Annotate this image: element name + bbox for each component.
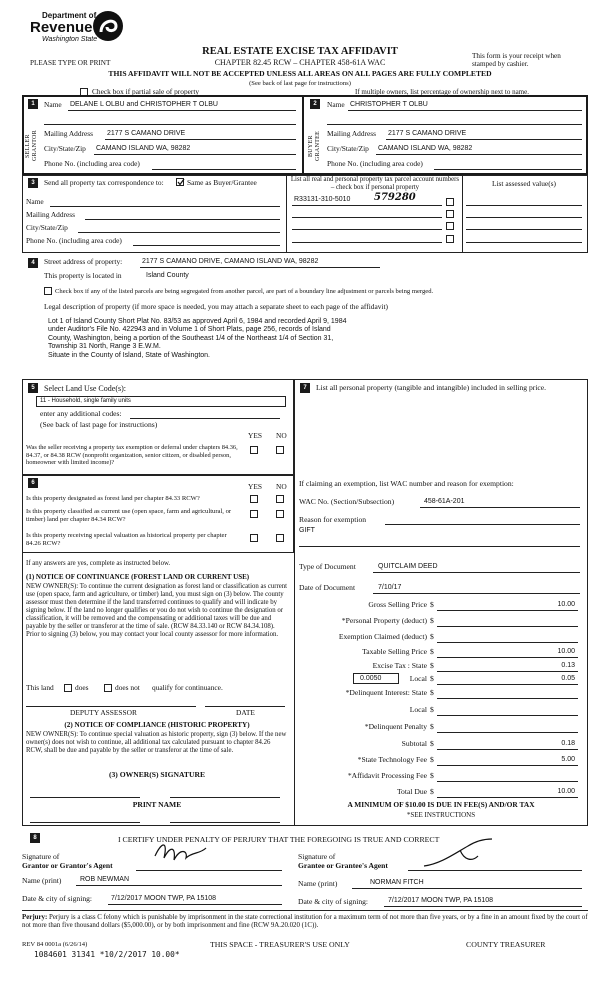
fee-dollar: $ [430,661,434,670]
sec6-yes-header: YES [248,482,262,491]
legal-line: under Auditor's File No. 422943 and in Volume 1 of Short Plats, page 256, records of Island [48,326,331,334]
minimum-due-note: A MINIMUM OF $10.00 IS DUE IN FEE(S) AND/OR TAX [347,800,535,809]
qualify-label: qualify for continuance. [152,683,223,692]
personal-property-checkbox-2[interactable] [446,210,454,218]
land-use-selected-value: 11 - Household, single family units [40,398,131,404]
fee-row-label: *Delinquent Penalty [364,722,427,731]
historical-yes-checkbox[interactable] [250,534,258,542]
grantee-signature-icon [420,836,500,870]
reason-label: Reason for exemption [299,515,367,524]
fee-row-label: *Personal Property (deduct) [341,616,427,625]
forest-no-checkbox[interactable] [276,495,284,503]
section-6-number: 6 [28,478,38,488]
current-use-no-checkbox[interactable] [276,510,284,518]
fee-row-label: Local [409,705,427,714]
perjury-label: Perjury: [22,914,48,921]
land-use-select[interactable] [36,396,286,407]
fee-row-label: Subtotal [401,739,427,748]
land-does-not-label: does not [115,683,140,692]
fee-dollar: $ [430,616,434,625]
land-does-not-checkbox[interactable] [104,684,112,692]
checkmark-icon [177,178,185,186]
treasurer-space-label: THIS SPACE - TREASURER'S USE ONLY [210,940,350,949]
current-use-yes-checkbox[interactable] [250,510,258,518]
parcel-handwritten-value: 579280 [374,192,416,203]
section-7-number: 7 [300,383,310,393]
land-does-checkbox[interactable] [64,684,72,692]
fee-row-label: Excise Tax : State [372,661,427,670]
tax-exemption-question: Was the seller receiving a property tax exemption or deferral under chapters 84.36, 84.37, or 84.38 RCW (nonprofit organization, senior citizen, or disabled person, homeowner with limited income)? [26,444,238,467]
local-rate-value: 0.0050 [360,675,382,682]
parcel-number-value[interactable]: R33131-310-5010 [294,196,351,203]
form-title: REAL ESTATE EXCISE TAX AFFIDAVIT [202,46,398,57]
sec6-no-header: NO [276,482,287,491]
corr-name-label: Name [26,197,44,206]
exemption-yes-checkbox[interactable] [250,446,258,454]
forest-land-question: Is this property designated as forest land per chapter 84.33 RCW? [26,495,200,502]
multiple-owners-note: If multiple owners, list percentage of ownership next to name. [355,88,529,96]
sec5-no-header: NO [276,431,287,440]
dept-of-text: Department of [42,11,97,20]
fee-dollar: $ [430,705,434,714]
receipt-note: This form is your receipt when stamped by cashier. [472,52,561,69]
corr-city-label: City/State/Zip [26,223,68,232]
seller-grantor-side-label: SELLER GRANTOR [25,130,38,162]
fee-table [299,600,583,810]
personal-property-checkbox-1[interactable] [446,198,454,206]
forest-yes-checkbox[interactable] [250,495,258,503]
corr-phone-label: Phone No. (including area code) [26,236,122,245]
send-correspondence-label: Send all property tax correspondence to: [44,178,164,187]
legal-description-label: Legal description of property (if more space is needed, you may attach a separate sheet to each page of the affidavit) [44,302,388,311]
notice-continuance-body: NEW OWNER(S): To continue the current designation as forest land or classification as current use (open space, farm and agriculture, or timber) land, you must sign on (3) below. The county assessor must then determine if the land transferred continues to qualify and will indicate by signing below. If the land no longer qualifies or you do not wish to continue the designation or classification, it will be removed and the compensating or additional taxes will be due and payable by the seller or transferor at the time of sale. (RCW 84.33.140 or RCW 84.34.108). Prior to signing (3) below, you may contact your local county assessor for more information. [26,583,288,638]
legal-description-text [48,318,528,360]
see-instructions-note: *SEE INSTRUCTIONS [406,811,476,819]
notice-compliance-title: (2) NOTICE OF COMPLIANCE (HISTORIC PROPERTY) [64,721,250,729]
personal-property-label: List all personal property (tangible and intangible) included in selling price. [316,383,547,392]
legal-line: Situate in the County of Island, State of Washington. [48,351,211,359]
section-8-number: 8 [30,833,40,843]
dor-logo [30,8,125,50]
seller-mailing-label: Mailing Address [44,129,94,138]
notice-compliance-body: NEW OWNER(S): To continue special valuation as historic property, sign (3) below. If the new owner(s) does not wish to continue, all additional tax calculated pursuant to chapter 84.26 RCW, shall be due and payable by the seller or transferor at the time of sale. [26,731,287,754]
current-use-question: Is this property classified as current use (open space, farm and agricultural, or timber) land per chapter 84.34 RCW? [26,508,232,523]
buyer-grantee-side-label: BUYER GRANTEE [308,130,321,162]
buyer-mailing-value[interactable]: 2177 S CAMANO DRIVE [388,130,467,137]
fee-row-label: Taxable Selling Price [362,647,427,656]
reason-value[interactable]: GIFT [299,527,315,534]
street-address-value[interactable]: 2177 S CAMANO DRIVE, CAMANO ISLAND WA, 98282 [142,258,319,265]
print-name-label: PRINT NAME [132,800,182,809]
fee-dollar: $ [430,674,434,683]
buyer-name-label: Name [327,100,345,109]
doc-date-value[interactable]: 7/10/17 [378,584,402,591]
fee-row-label: Exemption Claimed (deduct) [338,632,427,641]
seller-city-label: City/State/Zip [44,144,86,153]
notice-continuance-title: (1) NOTICE OF CONTINUANCE (FOREST LAND OR CURRENT USE) [26,573,250,581]
fee-row-label: Gross Selling Price [368,600,427,609]
located-in-value[interactable]: Island County [146,272,189,279]
wac-value[interactable]: 458-61A-201 [424,498,465,505]
fee-row-label: Local [409,674,427,683]
grantor-agent-label: Grantor or Grantor's Agent [22,861,113,870]
fee-dollar: $ [430,600,434,609]
buyer-name-value[interactable]: CHRISTOPHER T OLBU [350,101,428,108]
section-5-number: 5 [28,383,38,393]
land-use-label: Select Land Use Code(s): [44,384,126,393]
land-use-see-back: (See back of last page for instructions) [40,420,158,429]
county-treasurer-label: COUNTY TREASURER [466,940,546,949]
exemption-no-checkbox[interactable] [276,446,284,454]
segregated-label: Check box if any of the listed parcels are being segregated from another parcel, are part of a boundary line adjustment or parcels being merged. [55,288,434,295]
if-yes-instruction: If any answers are yes, complete as instructed below. [26,560,171,567]
fee-dollar: $ [430,722,434,731]
same-as-buyer-checkbox[interactable] [176,178,184,186]
personal-property-checkbox-4[interactable] [446,235,454,243]
form-subtitle: CHAPTER 82.45 RCW – CHAPTER 458-61A WAC [214,58,386,67]
grantor-name-value[interactable]: ROB NEWMAN [80,876,129,883]
historical-question: Is this property receiving special valuation as historical property per chapter 84.26 RCW? [26,532,227,547]
fee-row-value[interactable]: 5.00 [561,756,575,763]
land-does-label: does [75,683,89,692]
section-3-number: 3 [28,178,38,188]
partial-sale-label: Check box if partial sale of property [92,87,200,96]
legal-line: Township 31 North, Range 3 E.W.M. [48,343,161,351]
deputy-date-label: DATE [236,708,255,717]
form-number: REV 84 0001a (6/26/14) [22,941,88,948]
corr-mailing-label: Mailing Address [26,210,76,219]
grantor-date-city-value[interactable]: 7/12/2017 MOON TWP, PA 15108 [111,895,217,902]
not-accepted-warning: THIS AFFIDAVIT WILL NOT BE ACCEPTED UNLESS ALL AREAS ON ALL PAGES ARE FULLY COMPLETED [108,69,492,78]
fee-row-label: *Delinquent Interest: State [345,688,427,697]
grantee-date-city-value[interactable]: 7/12/2017 MOON TWP, PA 15108 [388,897,494,904]
fee-dollar: $ [430,647,434,656]
assessed-header: List assessed value(s) [491,179,557,188]
same-as-buyer-label: Same as Buyer/Grantee [187,178,257,187]
section-1-2-divider [302,95,304,175]
fee-row-value[interactable]: 0.05 [561,675,575,682]
historical-no-checkbox[interactable] [276,534,284,542]
revenue-text: Revenue [30,19,93,36]
section-2-number: 2 [310,99,320,109]
legal-line: County, Washington, being a portion of the Southeast 1/4 of the Northeast 1/4 of Section 31, [48,334,334,342]
seller-name-label: Name [44,100,62,109]
fee-dollar: $ [430,755,434,764]
grantee-date-city-label: Date & city of signing: [298,897,369,906]
certify-statement: I CERTIFY UNDER PENALTY OF PERJURY THAT THE FOREGOING IS TRUE AND CORRECT [118,835,440,844]
fee-row-label: *State Technology Fee [357,755,427,764]
see-back-note: (See back of last page for instructions) [249,80,351,87]
segregated-checkbox[interactable] [44,287,52,295]
personal-property-checkbox-3[interactable] [446,222,454,230]
doc-type-value[interactable]: QUITCLAIM DEED [378,563,438,570]
grantee-agent-label: Grantee or Grantee's Agent [298,861,388,870]
seller-phone-label: Phone No. (including area code) [44,159,140,168]
doc-date-label: Date of Document [299,583,356,592]
sec5-yes-header: YES [248,431,262,440]
grantor-signature-icon [150,836,210,866]
seller-city-value[interactable]: CAMANO ISLAND WA, 98282 [96,145,191,152]
fee-row-value[interactable]: 0.13 [561,662,575,669]
fee-dollar: $ [430,771,434,780]
fee-row-value[interactable]: 10.00 [557,601,575,608]
legal-line: Lot 1 of Island County Short Plat No. 83/53 as approved April 6, 1984 and recorded April 9, 1984 [48,318,347,325]
grantee-name-value[interactable]: NORMAN FITCH [370,879,424,886]
grantor-signature-of: Signature of [22,852,60,861]
perjury-paragraph [22,914,588,931]
seller-mailing-value[interactable]: 2177 S CAMANO DRIVE [107,130,186,137]
seller-name-value[interactable]: DELANE L OLBU and CHRISTOPHER T OLBU [70,101,218,108]
deputy-assessor-label: DEPUTY ASSESSOR [70,708,137,717]
grantor-name-label: Name (print) [22,876,62,885]
fee-dollar: $ [430,787,434,796]
doc-type-label: Type of Document [299,562,356,571]
cashier-receipt-stamp: 1084601 31341 *10/2/2017 10.00* [34,950,180,959]
parcel-header: List all real and personal property tax parcel account numbers – check box if personal property [290,176,460,191]
perjury-text: Perjury is a class C felony which is punishable by imprisonment in the state correctional institution for a maximum term of not more than five years, or by a fine in an amount fixed by the court of not more than five thousand dollars ($5,000.00), or by both imprisonment and fine (RCW 9A.20.020 (1C)). [22,914,588,930]
fee-row-label: Total Due [396,787,427,796]
wac-label: WAC No. (Section/Subsection) [299,497,395,506]
section-4-number: 4 [28,258,38,268]
dor-logo-mark-icon [92,10,124,42]
buyer-city-value[interactable]: CAMANO ISLAND WA, 98282 [378,145,473,152]
grantor-date-city-label: Date & city of signing: [22,894,93,903]
buyer-phone-label: Phone No. (including area code) [327,159,423,168]
street-address-label: Street address of property: [44,257,123,266]
fee-row-label: *Affidavit Processing Fee [347,771,427,780]
wa-state-text: Washington State [42,36,98,43]
fee-dollar: $ [430,632,434,641]
fee-dollar: $ [430,688,434,697]
claiming-exemption-label: If claiming an exemption, list WAC number and reason for exemption: [299,479,514,488]
section-1-number: 1 [28,99,38,109]
please-type-print: PLEASE TYPE OR PRINT [30,59,111,67]
fee-row-value[interactable]: 0.18 [561,740,575,747]
owner-signature-label: (3) OWNER(S) SIGNATURE [108,770,206,779]
buyer-city-label: City/State/Zip [327,144,369,153]
fee-dollar: $ [430,739,434,748]
grantee-signature-of: Signature of [298,852,336,861]
buyer-mailing-label: Mailing Address [327,129,377,138]
fee-row-value[interactable]: 10.00 [557,648,575,655]
fee-row-value[interactable]: 10.00 [557,788,575,795]
located-in-label: This property is located in [44,271,122,280]
additional-codes-label: enter any additional codes: [40,409,122,418]
grantee-name-label: Name (print) [298,879,338,888]
this-land-label: This land [26,683,54,692]
